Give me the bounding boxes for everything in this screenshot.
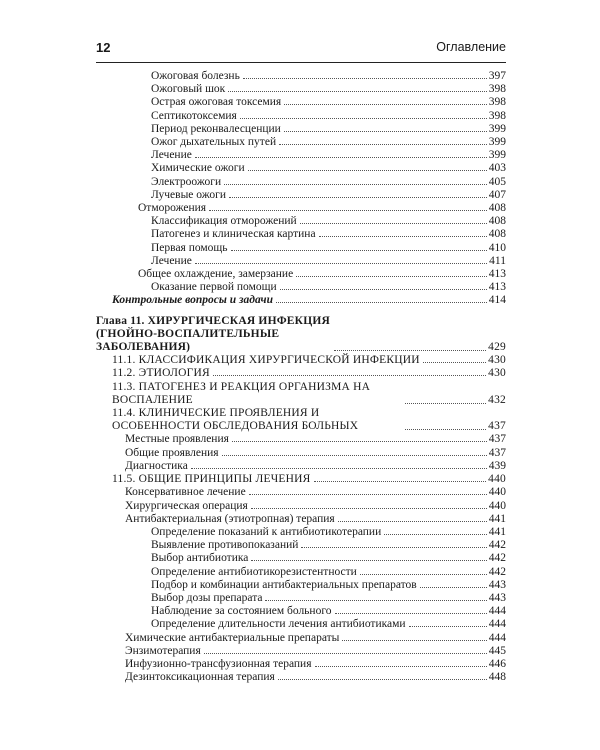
toc-entry[interactable] bbox=[96, 566, 506, 579]
toc-entry-title: Определение антибиотикорезистентности bbox=[151, 565, 357, 578]
toc-leader bbox=[420, 587, 487, 588]
toc-entry[interactable] bbox=[96, 162, 506, 175]
toc-leader bbox=[213, 375, 486, 376]
toc-leader bbox=[240, 118, 487, 119]
toc-section-11-4[interactable] bbox=[96, 407, 506, 433]
toc-entry-page: 430 bbox=[488, 354, 506, 367]
toc-entry-page: 446 bbox=[488, 657, 506, 670]
toc-entry[interactable] bbox=[96, 671, 506, 684]
toc-entry-title: Ожоговый шок bbox=[151, 83, 226, 96]
toc-section-11-2[interactable] bbox=[96, 367, 506, 380]
toc-section-11-1[interactable] bbox=[96, 354, 506, 367]
toc-entry[interactable] bbox=[96, 110, 506, 123]
toc-entry-page: 405 bbox=[488, 175, 506, 188]
toc-leader bbox=[248, 170, 487, 171]
toc-leader bbox=[301, 547, 486, 548]
toc-entry-title: Оказание первой помощи bbox=[151, 281, 277, 294]
toc-entry[interactable] bbox=[96, 96, 506, 109]
toc-leader bbox=[280, 289, 487, 290]
toc-entry-page: 403 bbox=[488, 162, 506, 175]
toc-entry-title: Ожоговая болезнь bbox=[151, 70, 240, 82]
toc-entry-page: 441 bbox=[488, 512, 506, 525]
toc-entry[interactable] bbox=[96, 189, 506, 202]
toc-entry-page: 441 bbox=[488, 525, 506, 538]
toc-leader bbox=[232, 441, 487, 442]
toc-entry-title: 11.1. КЛАССИФИКАЦИЯ ХИРУРГИЧЕСКОЙ ИНФЕКЦИИ bbox=[112, 354, 420, 367]
toc-entry-page: 430 bbox=[488, 367, 506, 380]
toc-entry[interactable] bbox=[96, 83, 506, 96]
toc-entry-title: Хирургическая операция bbox=[125, 499, 248, 512]
toc-entry-page: 443 bbox=[488, 578, 506, 591]
toc-leader bbox=[338, 521, 487, 522]
toc-entry-page: 437 bbox=[488, 433, 506, 446]
toc-entry-title: Общие проявления bbox=[125, 446, 219, 459]
table-of-contents bbox=[96, 70, 506, 684]
toc-entry-title: Наблюдение за состоянием больного bbox=[151, 605, 332, 618]
toc-entry-page: 408 bbox=[488, 215, 506, 228]
toc-entry[interactable] bbox=[96, 215, 506, 228]
toc-entry[interactable] bbox=[96, 70, 506, 83]
toc-leader bbox=[249, 494, 487, 495]
toc-entry-title: Энзимотерапия bbox=[125, 644, 201, 657]
toc-entry-title: Лучевые ожоги bbox=[151, 188, 227, 201]
toc-entry[interactable] bbox=[96, 632, 506, 645]
toc-entry-title: 11.3. ПАТОГЕНЕЗ И РЕАКЦИЯ ОРГАНИЗМА НА ВОСПАЛЕНИЕ bbox=[112, 380, 371, 406]
toc-entry-title: Электроожоги bbox=[151, 175, 222, 188]
toc-entry-title: Лечение bbox=[151, 149, 192, 162]
toc-entry-page: 440 bbox=[488, 473, 506, 486]
toc-leader bbox=[315, 666, 487, 667]
toc-entry[interactable] bbox=[96, 579, 506, 592]
toc-entry-title: Диагностика bbox=[125, 459, 188, 472]
toc-entry-page: 444 bbox=[488, 631, 506, 644]
toc-entry-title: Выявление противопоказаний bbox=[151, 539, 299, 552]
toc-entry-page: 442 bbox=[488, 539, 506, 552]
toc-entry-title: Острая ожоговая токсемия bbox=[151, 96, 282, 109]
toc-entry-title: Химические антибактериальные препараты bbox=[125, 631, 340, 644]
toc-leader bbox=[222, 455, 487, 456]
toc-entry[interactable] bbox=[96, 539, 506, 552]
toc-leader bbox=[360, 574, 487, 575]
toc-leader bbox=[423, 362, 486, 363]
toc-entry[interactable] bbox=[96, 605, 506, 618]
toc-entry-title: Подбор и комбинации антибактериальных препаратов bbox=[151, 578, 417, 591]
toc-entry[interactable] bbox=[96, 202, 506, 215]
toc-entry-title: Контрольные вопросы и задачи bbox=[112, 294, 273, 307]
page-number: 12 bbox=[96, 40, 111, 55]
toc-entry-page: 440 bbox=[488, 499, 506, 512]
toc-entry[interactable] bbox=[96, 658, 506, 671]
toc-entry-title: Септикотоксемия bbox=[151, 109, 237, 122]
toc-entry[interactable] bbox=[96, 500, 506, 513]
toc-entry[interactable] bbox=[96, 281, 506, 294]
toc-entry[interactable] bbox=[96, 447, 506, 460]
toc-entry-page: 398 bbox=[488, 83, 506, 96]
toc-entry[interactable] bbox=[96, 433, 506, 446]
toc-entry-title: Химические ожоги bbox=[151, 162, 245, 175]
toc-chapter-title: Глава 11. ХИРУРГИЧЕСКАЯ ИНФЕКЦИЯ (ГНОЙНО-ВОСПАЛИТЕЛЬНЫЕ ЗАБОЛЕВАНИЯ) bbox=[96, 314, 330, 354]
toc-entry-page: 448 bbox=[488, 671, 506, 684]
toc-entry-title: 11.4. КЛИНИЧЕСКИЕ ПРОЯВЛЕНИЯ И ОСОБЕННОСТИ ОБСЛЕДОВАНИЯ БОЛЬНЫХ bbox=[112, 407, 359, 433]
toc-entry[interactable] bbox=[96, 136, 506, 149]
toc-leader bbox=[384, 534, 487, 535]
toc-entry-page: 399 bbox=[488, 149, 506, 162]
toc-entry-title: Выбор дозы препарата bbox=[151, 591, 263, 604]
toc-leader bbox=[300, 223, 487, 224]
toc-leader bbox=[276, 302, 487, 303]
toc-entry-page: 432 bbox=[488, 393, 506, 406]
toc-entry-page: 445 bbox=[488, 644, 506, 657]
toc-entry-page: 413 bbox=[488, 281, 506, 294]
toc-leader bbox=[209, 210, 487, 211]
toc-leader bbox=[334, 350, 486, 351]
toc-entry-page: 398 bbox=[488, 109, 506, 122]
toc-leader bbox=[314, 481, 487, 482]
toc-entry-title: Определение длительности лечения антибиотиками bbox=[151, 618, 406, 631]
toc-entry[interactable] bbox=[96, 268, 506, 281]
toc-entry[interactable] bbox=[96, 255, 506, 268]
toc-entry[interactable] bbox=[96, 618, 506, 631]
toc-entry-title: Первая помощь bbox=[151, 241, 228, 254]
toc-entry-page: 407 bbox=[488, 188, 506, 201]
toc-entry-review-questions[interactable] bbox=[96, 294, 506, 307]
toc-leader bbox=[409, 626, 487, 627]
toc-entry-page: 408 bbox=[488, 228, 506, 241]
toc-leader bbox=[265, 600, 486, 601]
toc-entry-page: 437 bbox=[488, 446, 506, 459]
toc-entry-page: 398 bbox=[488, 96, 506, 109]
toc-leader bbox=[335, 613, 487, 614]
toc-leader bbox=[191, 468, 487, 469]
toc-leader bbox=[405, 429, 486, 430]
toc-entry-page: 411 bbox=[489, 254, 506, 267]
toc-entry[interactable] bbox=[96, 513, 506, 526]
toc-entry-page: 440 bbox=[488, 486, 506, 499]
toc-entry-title: 11.2. ЭТИОЛОГИЯ bbox=[112, 367, 210, 380]
toc-entry-title: Лечение bbox=[151, 254, 192, 267]
toc-leader bbox=[319, 236, 487, 237]
toc-entry-page: 413 bbox=[488, 268, 506, 281]
toc-entry-page: 429 bbox=[488, 341, 506, 354]
toc-leader bbox=[251, 560, 486, 561]
toc-leader bbox=[195, 263, 487, 264]
toc-entry-page: 442 bbox=[488, 552, 506, 565]
toc-entry[interactable] bbox=[96, 645, 506, 658]
toc-leader bbox=[204, 653, 487, 654]
toc-leader bbox=[231, 250, 487, 251]
running-title: Оглавление bbox=[436, 40, 506, 54]
toc-entry-title: Классификация отморожений bbox=[151, 215, 297, 228]
toc-entry-title: Определение показаний к антибиотикотерапии bbox=[151, 525, 382, 538]
toc-entry-page: 444 bbox=[488, 618, 506, 631]
toc-entry-page: 443 bbox=[488, 591, 506, 604]
toc-entry[interactable] bbox=[96, 242, 506, 255]
toc-entry[interactable] bbox=[96, 526, 506, 539]
toc-leader bbox=[195, 157, 487, 158]
toc-leader bbox=[342, 640, 486, 641]
toc-leader bbox=[284, 131, 487, 132]
toc-entry[interactable] bbox=[96, 486, 506, 499]
toc-entry-title: Инфузионно-трансфузионная терапия bbox=[125, 657, 312, 670]
toc-entry-page: 397 bbox=[488, 70, 506, 82]
toc-entry-title: Период реконвалесценции bbox=[151, 122, 281, 135]
toc-leader bbox=[405, 403, 486, 404]
toc-leader bbox=[284, 104, 487, 105]
toc-entry[interactable] bbox=[96, 460, 506, 473]
page-header bbox=[96, 40, 506, 62]
toc-entry-page: 437 bbox=[488, 420, 506, 433]
toc-entry-page: 399 bbox=[488, 136, 506, 149]
toc-entry[interactable] bbox=[96, 176, 506, 189]
toc-entry[interactable] bbox=[96, 592, 506, 605]
toc-leader bbox=[296, 276, 487, 277]
toc-entry[interactable] bbox=[96, 552, 506, 565]
toc-section-11-3[interactable] bbox=[96, 381, 506, 407]
toc-entry-title: Консервативное лечение bbox=[125, 486, 246, 499]
toc-entry[interactable] bbox=[96, 228, 506, 241]
header-rule bbox=[96, 62, 506, 63]
toc-entry-page: 439 bbox=[488, 459, 506, 472]
toc-entry-title: Общее охлаждение, замерзание bbox=[138, 268, 294, 281]
toc-leader bbox=[224, 184, 487, 185]
toc-leader bbox=[251, 508, 487, 509]
toc-entry-title: Дезинтоксикационная терапия bbox=[125, 671, 275, 684]
toc-entry-page: 444 bbox=[488, 605, 506, 618]
toc-leader bbox=[278, 679, 487, 680]
toc-entry-title: Выбор антибиотика bbox=[151, 552, 249, 565]
toc-entry-page: 399 bbox=[488, 122, 506, 135]
toc-leader bbox=[243, 78, 487, 79]
toc-entry-title: Антибактериальная (этиотропная) терапия bbox=[125, 512, 335, 525]
toc-entry-title: 11.5. ОБЩИЕ ПРИНЦИПЫ ЛЕЧЕНИЯ bbox=[112, 473, 311, 486]
toc-entry-page: 410 bbox=[488, 241, 506, 254]
toc-entry-page: 408 bbox=[488, 202, 506, 215]
toc-leader bbox=[229, 197, 487, 198]
toc-section-11-5[interactable] bbox=[96, 473, 506, 486]
toc-entry[interactable] bbox=[96, 149, 506, 162]
toc-entry-title: Отморожения bbox=[138, 202, 207, 215]
toc-entry-page: 442 bbox=[488, 565, 506, 578]
toc-entry-title: Местные проявления bbox=[125, 433, 229, 446]
toc-entry[interactable] bbox=[96, 123, 506, 136]
toc-leader bbox=[279, 144, 487, 145]
toc-entry-page: 414 bbox=[488, 294, 506, 307]
toc-leader bbox=[228, 91, 486, 92]
toc-entry-title: Патогенез и клиническая картина bbox=[151, 228, 316, 241]
toc-chapter-11[interactable] bbox=[96, 315, 506, 355]
toc-entry-title: Ожог дыхательных путей bbox=[151, 136, 277, 149]
